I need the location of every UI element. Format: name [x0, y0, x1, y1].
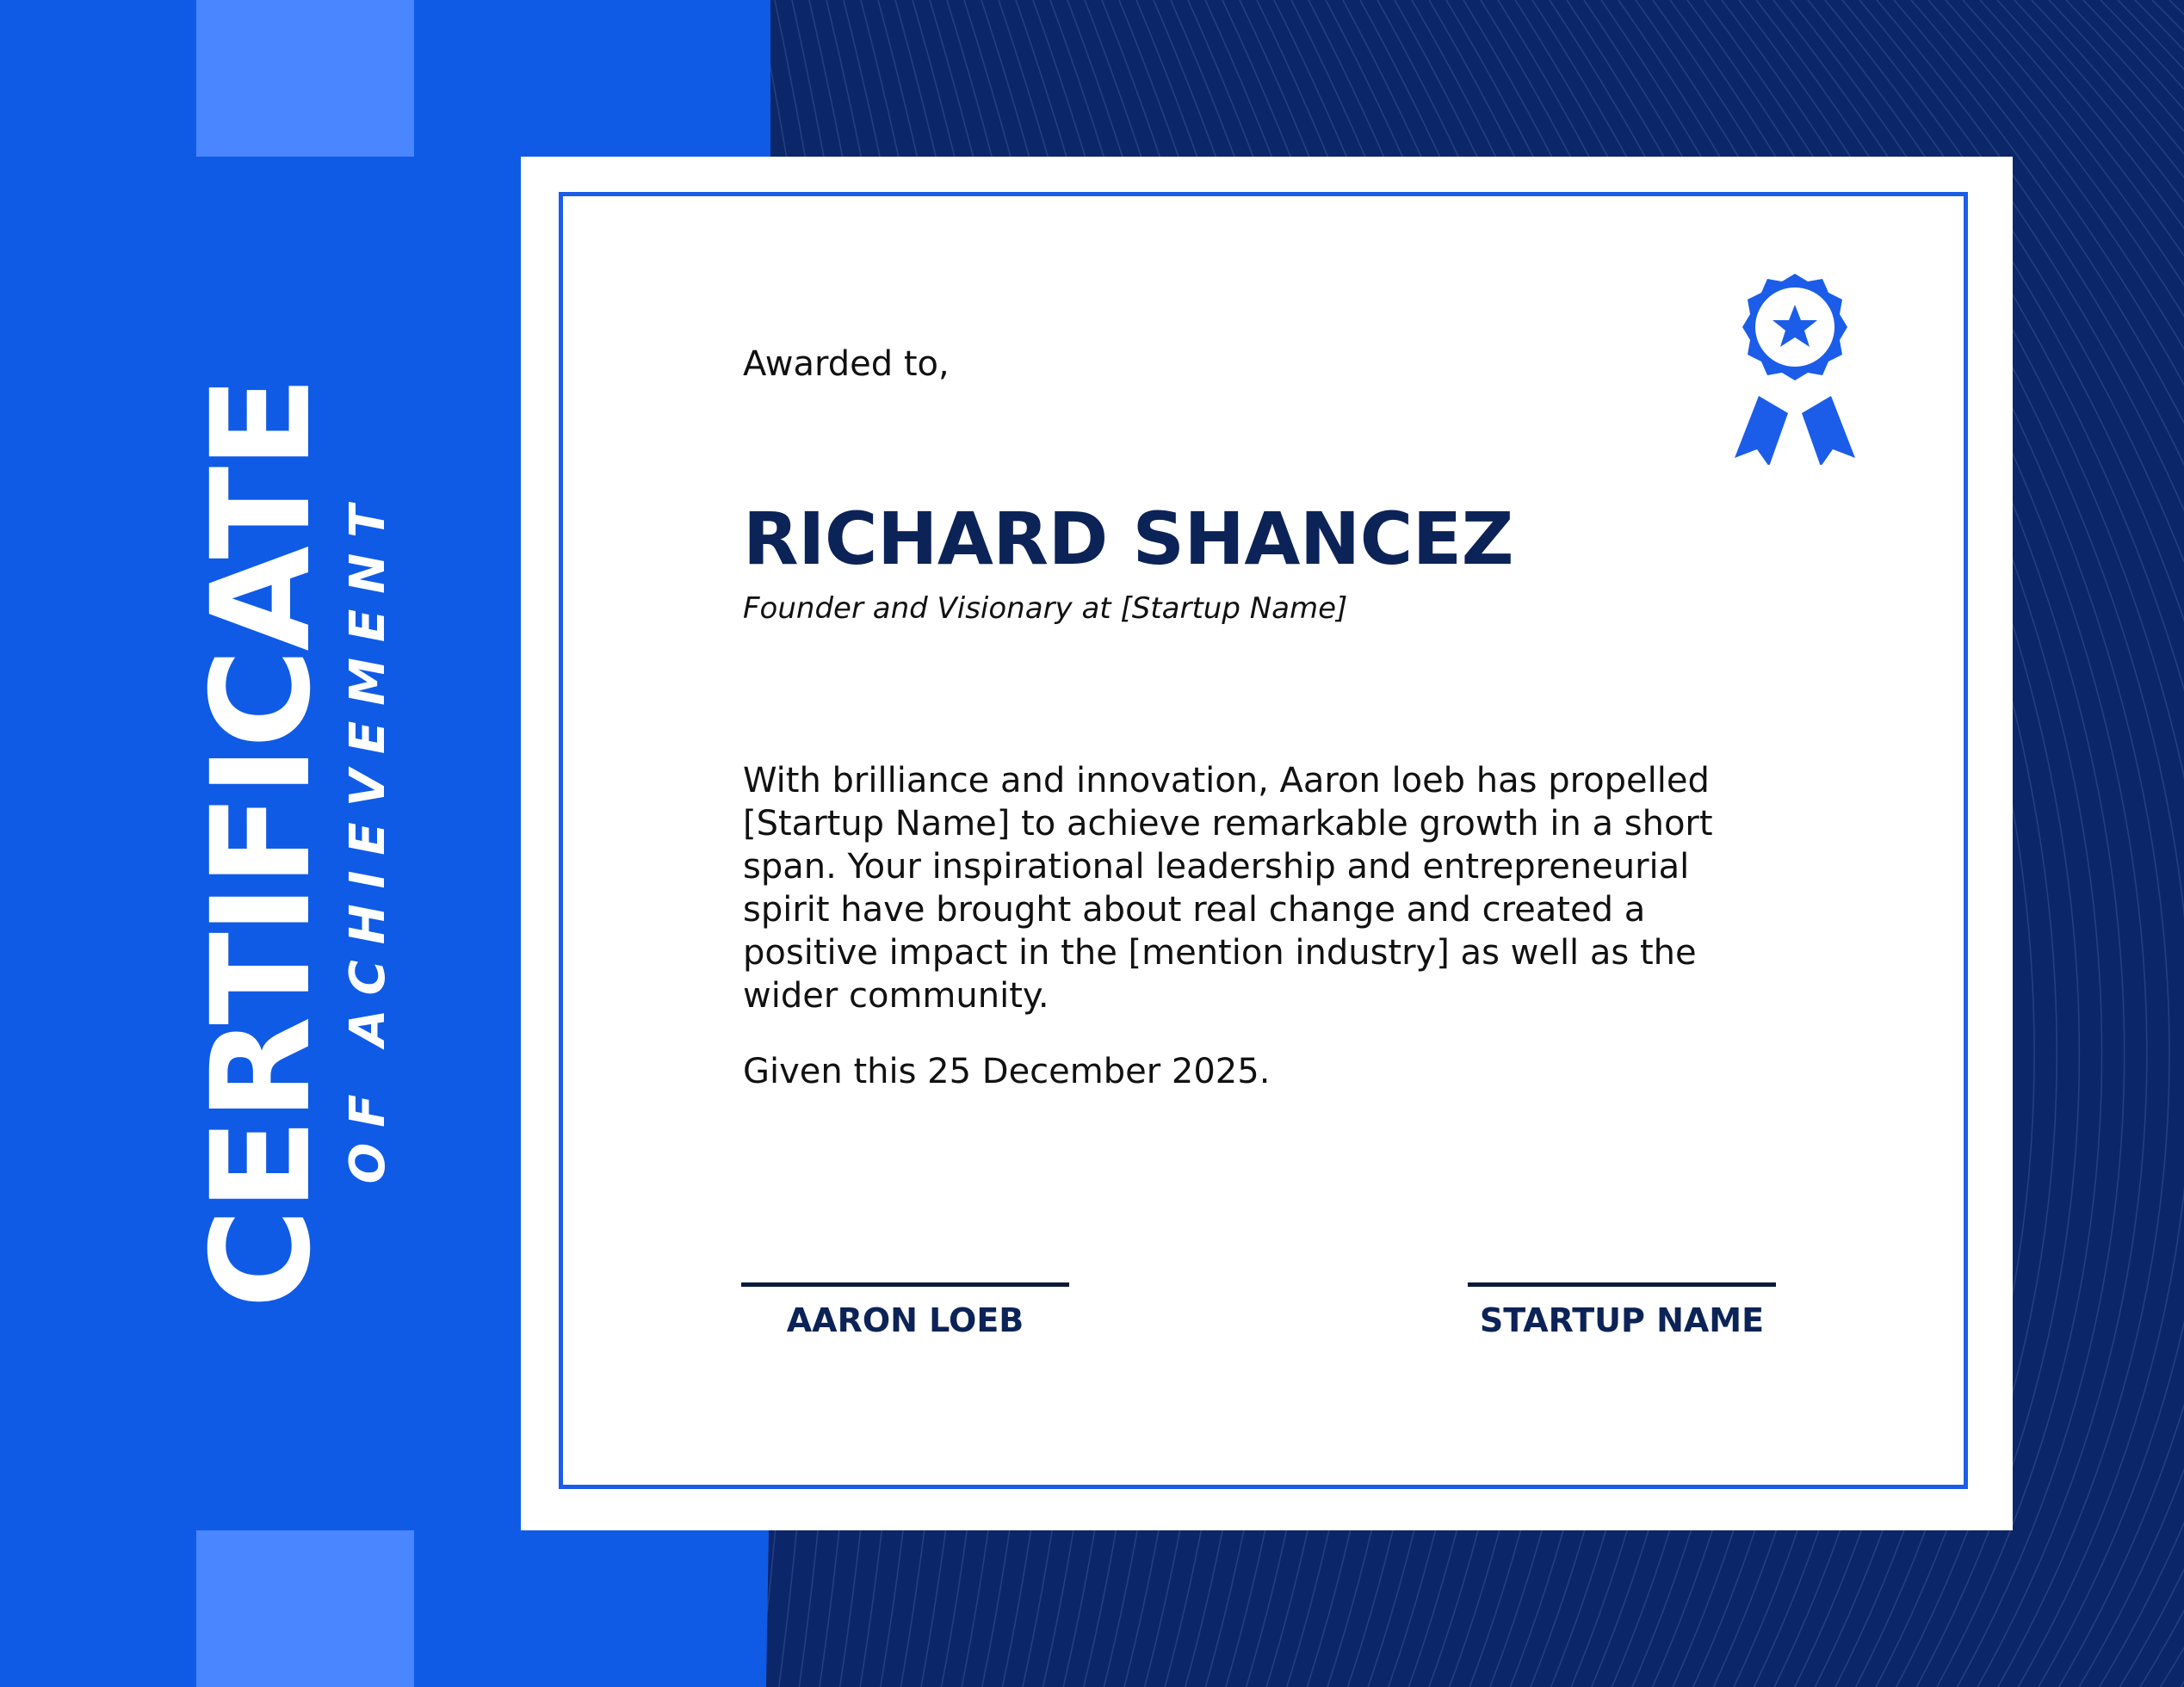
award-ribbon-icon	[1726, 267, 1864, 465]
accent-square-top	[196, 0, 414, 157]
date-line: Given this 25 December 2025.	[743, 1052, 1271, 1091]
signature-line-left	[741, 1282, 1069, 1287]
pattern-line	[2049, 0, 2184, 1687]
pattern-line	[2083, 0, 2184, 1687]
certificate-body-text: With brilliance and innovation, Aaron loeb has propelled [Startup Name] to achieve remarkable growth in a short span. Your inspirational leadership and entrepreneurial spirit have brought about real change and created a positive impact in the [mention industry] as well as the wider community.	[743, 761, 1713, 1016]
accent-square-bottom	[196, 1530, 414, 1687]
signature-name-right: STARTUP NAME	[1479, 1301, 1765, 1339]
signature-line-right	[1468, 1282, 1776, 1287]
pattern-line	[1997, 0, 2184, 1687]
signature-name-left: AARON LOEB	[786, 1301, 1024, 1339]
certificate-card	[521, 157, 2013, 1530]
pattern-line	[2014, 0, 2184, 1687]
pattern-line	[2135, 0, 2184, 1687]
awarded-label: Awarded to,	[743, 344, 950, 384]
sidebar-subtitle: OF ACHIEVEMENT	[340, 489, 396, 1184]
sidebar-title: CERTIFICATE	[183, 378, 341, 1309]
pattern-line	[2100, 0, 2184, 1687]
pattern-line	[2152, 0, 2184, 1687]
recipient-name: RICHARD SHANCEZ	[743, 497, 1514, 581]
pattern-line	[2066, 0, 2184, 1687]
recipient-role: Founder and Visionary at [Startup Name]	[743, 591, 1348, 626]
